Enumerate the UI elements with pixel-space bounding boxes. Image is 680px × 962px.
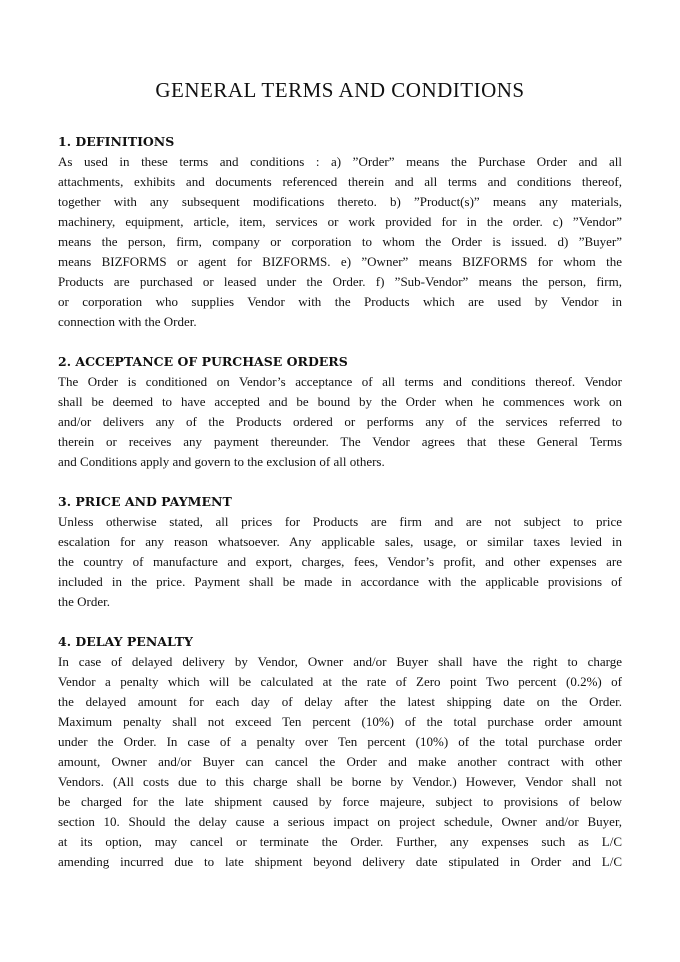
paragraph-line: be charged for the late shipment caused by force majeure, subject to provisions of below [58, 794, 622, 809]
paragraph-line: shall be deemed to have accepted and be bound by the Order when he commences work on [58, 394, 622, 409]
paragraph-line: escalation for any reason whatsoever. Any applicable sales, usage, or similar taxes levied in [58, 534, 622, 549]
paragraph-line: Vendor a penalty which will be calculated at the rate of Zero point Two percent (0.2%) of [58, 674, 622, 689]
paragraph-line: connection with the Order. [58, 314, 197, 329]
paragraph-line: amount, Owner and/or Buyer can cancel the Order and make another contract with other [58, 754, 622, 769]
paragraph-line: amending incurred due to late shipment beyond delivery date stipulated in Order and L/C [58, 854, 622, 869]
paragraph-line: and/or delivers any of the Products ordered or performs any of the services referred to [58, 414, 622, 429]
paragraph-line: Unless otherwise stated, all prices for Products are firm and are not subject to price [58, 514, 622, 529]
paragraph-line: the country of manufacture and export, charges, fees, Vendor’s profit, and other expenses are [58, 554, 622, 569]
paragraph-line: and Conditions apply and govern to the exclusion of all others. [58, 454, 385, 469]
paragraph-line: Maximum penalty shall not exceed Ten percent (10%) of the total purchase order amount [58, 714, 622, 729]
paragraph-line: the delayed amount for each day of delay after the latest shipping date on the Order. [58, 694, 622, 709]
paragraph-line: section 10. Should the delay cause a serious impact on project schedule, Owner and/or Buyer, [58, 814, 622, 829]
section-heading: 4. DELAY PENALTY [58, 634, 193, 649]
section-heading: 2. ACCEPTANCE OF PURCHASE ORDERS [58, 354, 348, 369]
paragraph-line: therein or receives any payment thereunder. The Vendor agrees that these General Terms [58, 434, 622, 449]
paragraph-line: means BIZFORMS or agent for BIZFORMS. e) ”Owner” means BIZFORMS for whom the [58, 254, 622, 269]
document-title: GENERAL TERMS AND CONDITIONS [155, 78, 525, 102]
paragraph-line: included in the price. Payment shall be made in accordance with the applicable provisions of [58, 574, 622, 589]
section-heading: 3. PRICE AND PAYMENT [58, 494, 232, 509]
section-3 [58, 492, 622, 612]
paragraph-line: The Order is conditioned on Vendor’s acceptance of all terms and conditions thereof. Vendor [58, 374, 622, 389]
paragraph-line: attachments, exhibits and documents referenced therein and all terms and conditions thereof, [58, 174, 622, 189]
paragraph-line: the Order. [58, 594, 110, 609]
paragraph-line: In case of delayed delivery by Vendor, Owner and/or Buyer shall have the right to charge [58, 654, 622, 669]
section-1 [58, 132, 622, 332]
paragraph-line: As used in these terms and conditions : a) ”Order” means the Purchase Order and all [58, 154, 622, 169]
section-4 [58, 632, 622, 872]
paragraph-line: Vendors. (All costs due to this charge shall be borne by Vendor.) However, Vendor shall not [58, 774, 622, 789]
paragraph-line: together with any subsequent modifications thereto. b) ”Product(s)” means any materials, [58, 194, 622, 209]
paragraph-line: under the Order. In case of a penalty over Ten percent (10%) of the total purchase order [58, 734, 622, 749]
section-2 [58, 352, 622, 472]
paragraph-line: Products are purchased or leased under the Order. f) ”Sub-Vendor” means the person, firm, [58, 274, 622, 289]
paragraph-line: machinery, equipment, article, item, services or work provided for in the order. c) ”Vendor” [58, 214, 622, 229]
paragraph-line: means the person, firm, company or corporation to whom the Order is issued. d) ”Buyer” [58, 234, 622, 249]
section-heading: 1. DEFINITIONS [58, 134, 175, 149]
paragraph-line: or corporation who supplies Vendor with the Products which are used by Vendor in [58, 294, 622, 309]
paragraph-line: at its option, may cancel or terminate the Order. Further, any expenses such as L/C [58, 834, 622, 849]
